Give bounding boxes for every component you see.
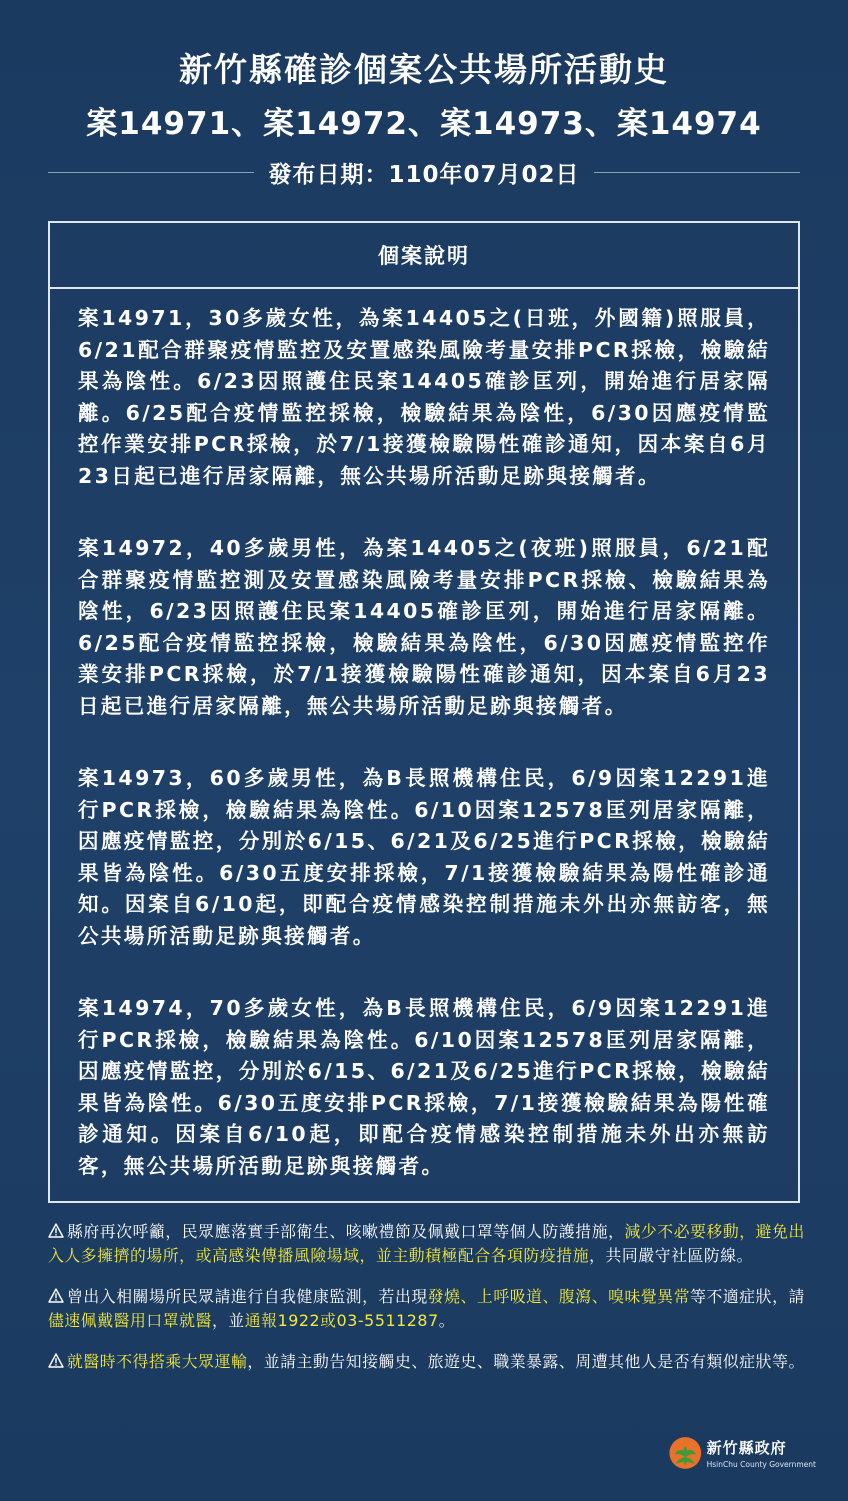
notice-monitor-text-e: ，並	[211, 1310, 245, 1330]
notice-prevention-text-c: ，共同嚴守社區防線。	[589, 1245, 754, 1265]
notice-prevention-highlight: 減少不必要移動，避免出入人多擁擠的場所，或高感染傳播風險場域，並主動積極配合各項防疫措施	[48, 1222, 805, 1265]
warning-triangle-icon	[48, 1223, 64, 1238]
notice-mask-highlight: 儘速佩戴醫用口罩就醫	[48, 1310, 212, 1330]
notice-monitor-text-a: 曾出入相關場所民眾請進行自我健康監測，若出現	[67, 1287, 428, 1306]
divider-left	[48, 172, 254, 173]
case-list	[50, 289, 798, 1182]
notices	[48, 1220, 808, 1392]
warning-triangle-icon	[48, 1288, 64, 1303]
county-logo-icon	[668, 1429, 703, 1477]
logo-text	[707, 1437, 816, 1469]
notice-monitor-text-g: 。	[438, 1310, 456, 1330]
release-date-row	[48, 155, 800, 189]
logo-name-cn: 新竹縣政府	[706, 1439, 787, 1457]
notice-transport-text-b: ，並請主動告知接觸史、旅遊史、職業暴露、周遭其他人是否有類似症狀等。	[247, 1352, 805, 1371]
case-description-box	[48, 221, 800, 1203]
divider-right	[594, 172, 800, 173]
notice-hotline-highlight: 通報1922或03-5511287	[244, 1310, 439, 1330]
county-logo	[668, 1428, 816, 1478]
page-title: 新竹縣確診個案公共場所活動史	[179, 50, 669, 89]
notice-transport	[48, 1350, 808, 1374]
case-numbers-title: 案14971、案14972、案14973、案14974	[86, 106, 762, 142]
release-date: 發布日期：110年07月02日	[268, 161, 580, 188]
notice-self-monitoring	[48, 1285, 808, 1332]
warning-triangle-icon	[48, 1353, 64, 1368]
case-description-heading: 個案說明	[50, 223, 798, 289]
notice-prevention	[48, 1220, 808, 1267]
notice-transport-highlight: 就醫時不得搭乘大眾運輸	[67, 1352, 248, 1371]
case-14973-text: 案14973，60多歲男性，為B長照機構住民，6/9因案12291進行PCR採檢，檢驗結果為陰性。6/10因案12578匡列居家隔離，因應疫情監控，分別於6/15、6/21及6/25進行PCR採檢，檢驗結果皆為陰性。6/30五度安排採檢，7/1接獲檢驗結果為陽性確診通知。因案自6/10起，即配合疫情感染控制措施未外出亦無訪客，無公共場所活動足跡與接觸者。	[78, 766, 770, 948]
logo-name-en: HsinChu County Government	[706, 1460, 816, 1469]
notice-symptoms-highlight: 發燒、上呼吸道、腹瀉、嗅味覺異常	[427, 1287, 691, 1306]
notice-monitor-text-c: 等不適症狀，請	[690, 1287, 805, 1306]
notice-prevention-text-a: 縣府再次呼籲，民眾應落實手部衛生、咳嗽禮節及佩戴口罩等個人防護措施，	[67, 1222, 625, 1241]
case-14971-text: 案14971，30多歲女性，為案14405之(日班，外國籍)照服員，6/21配合群聚疫情監控及安置感染風險考量安排PCR採檢，檢驗結果為陰性。6/23因照護住民案14405確診匡列，開始進行居家隔離。6/25配合疫情監控採檢，檢驗結果為陰性，6/30因應疫情監控作業安排PCR採檢，於7/1接獲檢驗陽性確診通知，因本案自6月23日起已進行居家隔離，無公共場所活動足跡與接觸者。	[78, 306, 770, 488]
case-14972-text: 案14972，40多歲男性，為案14405之(夜班)照服員，6/21配合群聚疫情監控測及安置感染風險考量安排PCR採檢、檢驗結果為陰性，6/23因照護住民案14405確診匡列，開始進行居家隔離。6/25配合疫情監控採檢，檢驗結果為陰性，6/30因應疫情監控作業安排PCR採檢，於7/1接獲檢驗陽性確診通知，因本案自6月23日起已進行居家隔離，無公共場所活動足跡與接觸者。	[78, 536, 770, 718]
case-14974-text: 案14974，70多歲女性，為B長照機構住民，6/9因案12291進行PCR採檢，檢驗結果為陰性。6/10因案12578匡列居家隔離，因應疫情監控，分別於6/15、6/21及6/25進行PCR採檢，檢驗結果皆為陰性。6/30五度安排PCR採檢，7/1接獲檢驗結果為陽性確診通知。因案自6/10起，即配合疫情感染控制措施未外出亦無訪客，無公共場所活動足跡與接觸者。	[78, 996, 770, 1178]
